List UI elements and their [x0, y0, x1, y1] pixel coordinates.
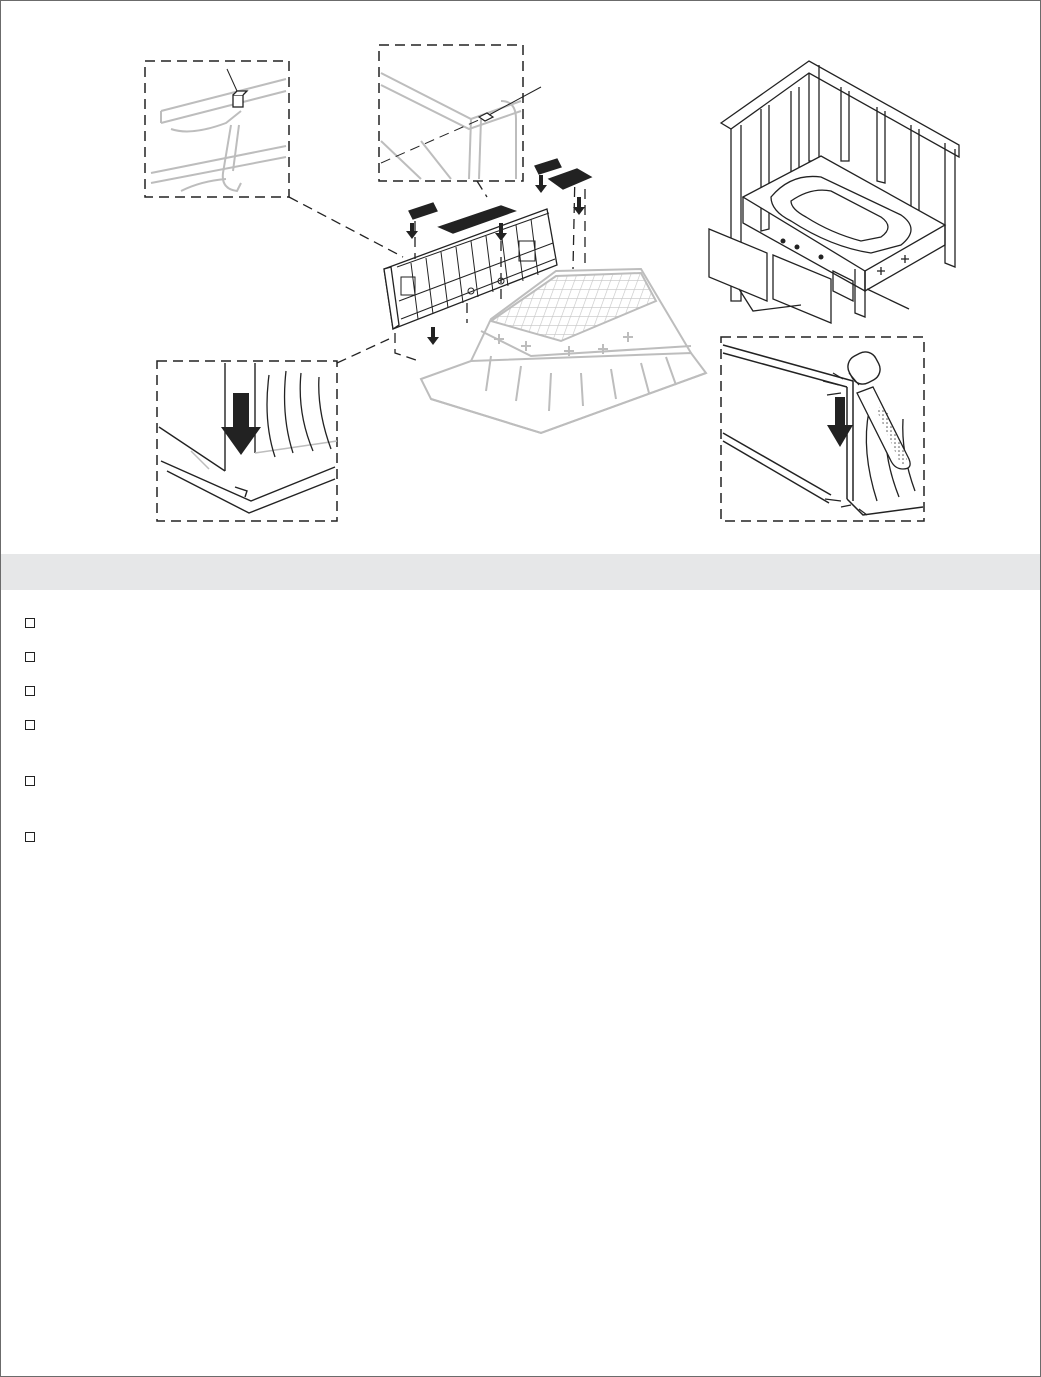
inset-corner-detail: [379, 45, 541, 181]
checkbox-icon[interactable]: [25, 720, 35, 730]
installation-illustration: [1, 1, 1040, 546]
inset-hammer-detail: [721, 337, 924, 521]
inset-foot-detail: [157, 361, 337, 521]
checklist-item[interactable]: [25, 719, 45, 731]
checklist-item[interactable]: [25, 617, 45, 629]
down-arrow-icon: [827, 397, 853, 447]
checklist-item[interactable]: [25, 685, 45, 697]
alcove-tub-drawing: [709, 61, 959, 323]
checklist-item[interactable]: [25, 775, 45, 787]
section-header-band: [1, 554, 1040, 590]
checkbox-icon[interactable]: [25, 686, 35, 696]
inset-clip-detail: [145, 61, 289, 197]
checkbox-icon[interactable]: [25, 832, 35, 842]
checkbox-icon[interactable]: [25, 618, 35, 628]
checkbox-icon[interactable]: [25, 652, 35, 662]
checkbox-icon[interactable]: [25, 776, 35, 786]
checklist-item[interactable]: [25, 831, 45, 843]
checklist-item[interactable]: [25, 651, 45, 663]
